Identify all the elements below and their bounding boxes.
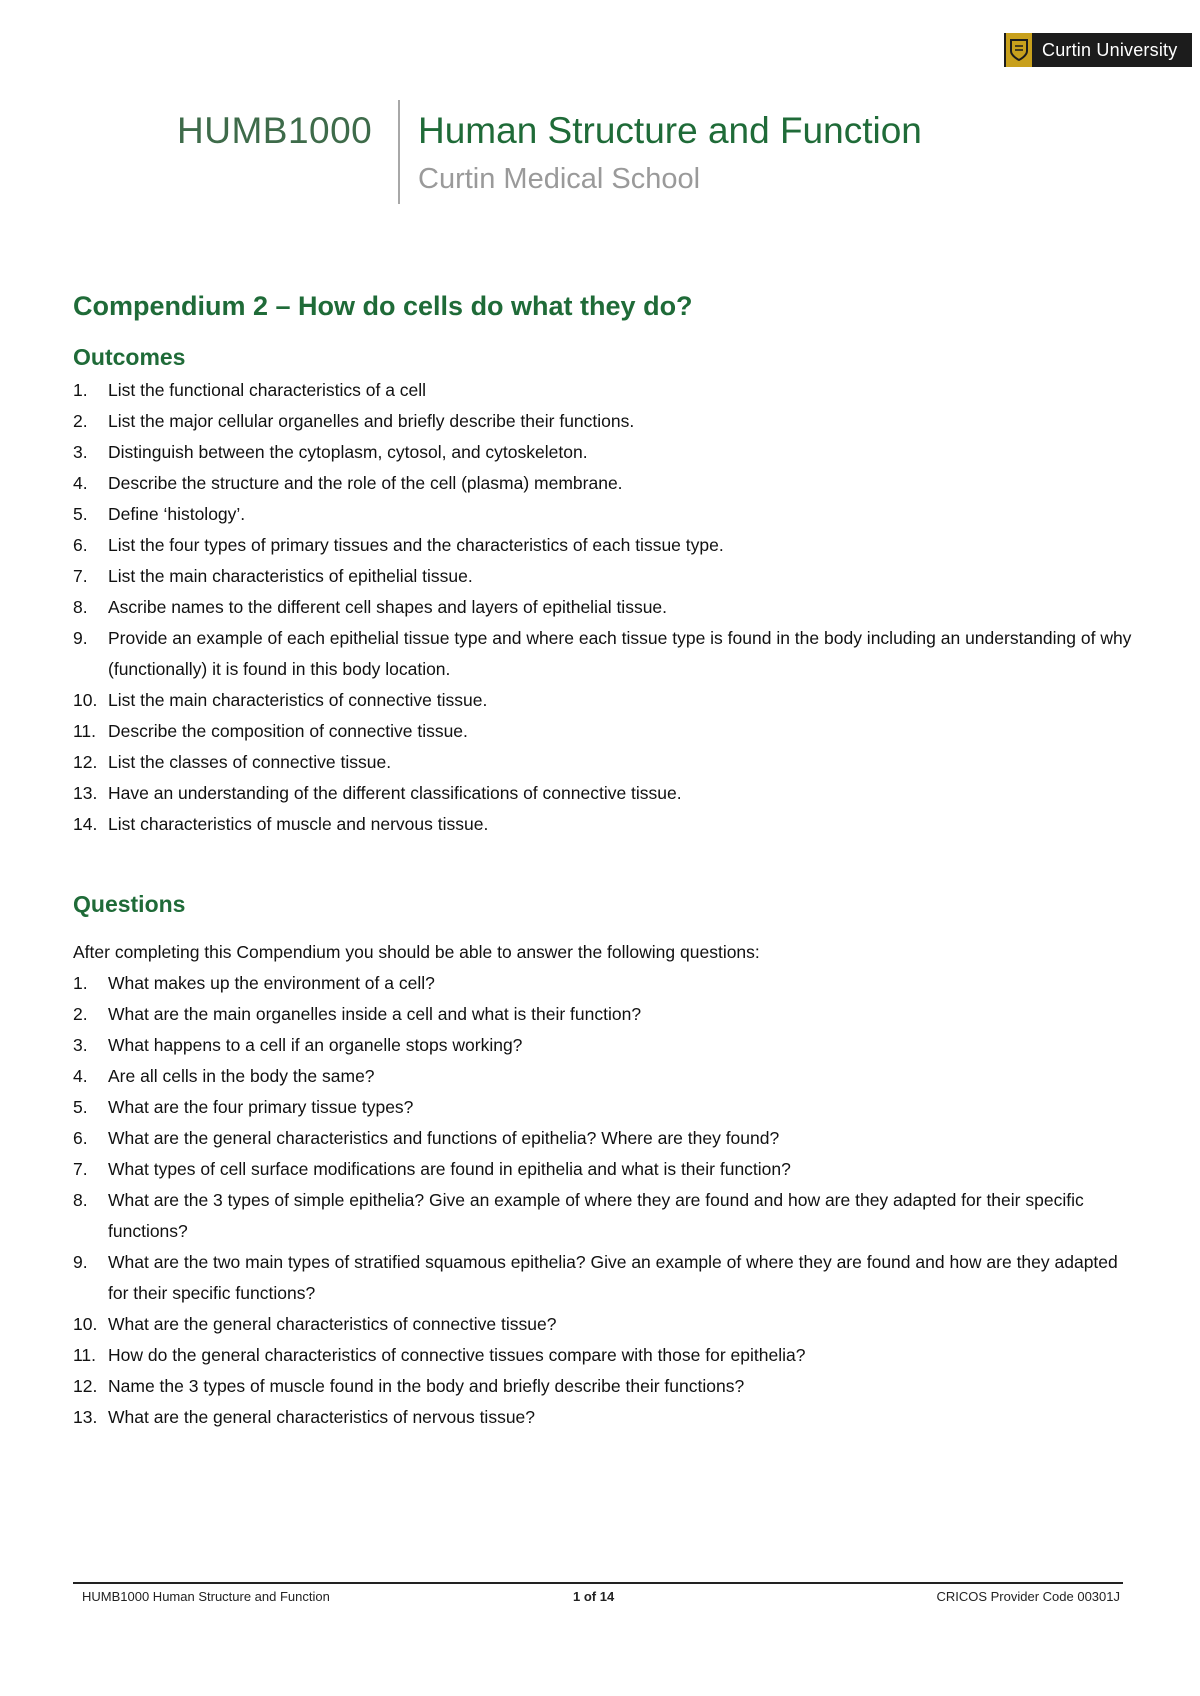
question-number: 11. — [73, 1345, 97, 1365]
question-text: What makes up the environment of a cell? — [108, 973, 435, 993]
outcome-item — [73, 468, 1133, 499]
question-text: Name the 3 types of muscle found in the body and briefly describe their functions? — [108, 1376, 745, 1396]
question-item — [73, 1154, 1133, 1185]
questions-list — [73, 968, 1133, 1433]
question-number: 7. — [73, 1159, 88, 1179]
question-text: What are the general characteristics of nervous tissue? — [108, 1407, 536, 1427]
question-text: What are the two main types of stratified squamous epithelia? Give an example of where they are found and how are they adapted for their specific functions? — [108, 1252, 1118, 1303]
question-text: What are the general characteristics and functions of epithelia? Where are they found? — [108, 1128, 780, 1148]
outcome-number: 9. — [73, 628, 88, 648]
question-text: What are the four primary tissue types? — [108, 1097, 414, 1117]
outcome-text: List the main characteristics of connective tissue. — [108, 690, 488, 710]
outcome-number: 2. — [73, 411, 88, 431]
curtin-university-logo — [1004, 33, 1192, 67]
outcome-text: List the functional characteristics of a cell — [108, 380, 427, 400]
outcome-number: 3. — [73, 442, 88, 462]
outcome-text: Describe the structure and the role of the cell (plasma) membrane. — [108, 473, 623, 493]
outcome-number: 6. — [73, 535, 88, 555]
question-text: What are the general characteristics of connective tissue? — [108, 1314, 557, 1334]
outcome-number: 10. — [73, 690, 98, 710]
outcome-number: 14. — [73, 814, 98, 834]
outcome-item — [73, 499, 1133, 530]
question-text: Are all cells in the body the same? — [108, 1066, 375, 1086]
outcome-number: 13. — [73, 783, 98, 803]
outcome-number: 12. — [73, 752, 98, 772]
outcome-item — [73, 778, 1133, 809]
outcome-text: List the classes of connective tissue. — [108, 752, 392, 772]
question-number: 9. — [73, 1252, 88, 1272]
document-body — [73, 284, 1133, 1433]
question-number: 2. — [73, 1004, 88, 1024]
questions-intro: After completing this Compendium you should be able to answer the following questions: — [73, 942, 760, 962]
questions-heading: Questions — [73, 891, 186, 917]
question-number: 6. — [73, 1128, 88, 1148]
question-text: What types of cell surface modifications are found in epithelia and what is their function? — [108, 1159, 791, 1179]
question-item — [73, 1123, 1133, 1154]
outcome-item — [73, 592, 1133, 623]
outcome-text: Distinguish between the cytoplasm, cytosol, and cytoskeleton. — [108, 442, 588, 462]
question-item — [73, 1402, 1133, 1433]
question-item — [73, 1185, 1133, 1247]
question-text: What happens to a cell if an organelle stops working? — [108, 1035, 523, 1055]
question-number: 4. — [73, 1066, 88, 1086]
document-title: Compendium 2 – How do cells do what they do? — [73, 291, 693, 321]
outcome-text: List the main characteristics of epithelial tissue. — [108, 566, 473, 586]
outcome-item — [73, 623, 1133, 685]
question-number: 8. — [73, 1190, 88, 1210]
outcome-item — [73, 747, 1133, 778]
outcome-text: Have an understanding of the different classifications of connective tissue. — [108, 783, 682, 803]
outcome-text: List the four types of primary tissues and the characteristics of each tissue type. — [108, 535, 724, 555]
outcome-text: List characteristics of muscle and nervous tissue. — [108, 814, 489, 834]
page-number: 1 of 14 — [573, 1589, 615, 1604]
outcome-item — [73, 406, 1133, 437]
question-item — [73, 968, 1133, 999]
outcome-text: List the major cellular organelles and briefly describe their functions. — [108, 411, 635, 431]
question-number: 5. — [73, 1097, 88, 1117]
question-item — [73, 1247, 1133, 1309]
question-number: 10. — [73, 1314, 98, 1334]
footer-cricos: CRICOS Provider Code 00301J — [936, 1589, 1120, 1604]
outcome-number: 11. — [73, 721, 97, 741]
question-item — [73, 1309, 1133, 1340]
question-number: 13. — [73, 1407, 98, 1427]
crest-icon — [1006, 33, 1032, 67]
outcome-text: Define ‘histology’. — [108, 504, 246, 524]
outcome-item — [73, 437, 1133, 468]
question-item — [73, 1371, 1133, 1402]
outcome-item — [73, 375, 1133, 406]
question-number: 1. — [73, 973, 88, 993]
outcome-item — [73, 530, 1133, 561]
header-divider — [398, 100, 400, 204]
outcome-number: 5. — [73, 504, 88, 524]
outcome-item — [73, 685, 1133, 716]
course-title: Human Structure and Function — [418, 110, 922, 151]
outcomes-list — [73, 375, 1133, 840]
question-item — [73, 999, 1133, 1030]
question-number: 3. — [73, 1035, 88, 1055]
question-item — [73, 1092, 1133, 1123]
outcome-item — [73, 561, 1133, 592]
outcome-item — [73, 716, 1133, 747]
outcome-text: Ascribe names to the different cell shapes and layers of epithelial tissue. — [108, 597, 668, 617]
outcomes-heading: Outcomes — [73, 344, 186, 370]
logo-text: Curtin University — [1042, 39, 1178, 60]
outcome-number: 7. — [73, 566, 88, 586]
question-item — [73, 1061, 1133, 1092]
question-item — [73, 1340, 1133, 1371]
question-text: How do the general characteristics of connective tissues compare with those for epithelia? — [108, 1345, 806, 1365]
footer-rule — [73, 1582, 1123, 1584]
outcome-number: 8. — [73, 597, 88, 617]
course-school: Curtin Medical School — [418, 163, 701, 195]
question-number: 12. — [73, 1376, 98, 1396]
outcome-number: 1. — [73, 380, 88, 400]
question-item — [73, 1030, 1133, 1061]
outcome-text: Describe the composition of connective tissue. — [108, 721, 468, 741]
question-text: What are the 3 types of simple epithelia? Give an example of where they are found and how are they adapted for their specific functions? — [108, 1190, 1084, 1241]
outcome-text: Provide an example of each epithelial tissue type and where each tissue type is found in the body including an understanding of why (functionally) it is found in this body location. — [108, 628, 1132, 679]
outcome-item — [73, 809, 1133, 840]
outcome-number: 4. — [73, 473, 88, 493]
question-text: What are the main organelles inside a cell and what is their function? — [108, 1004, 642, 1024]
footer-course: HUMB1000 Human Structure and Function — [82, 1589, 330, 1604]
course-code: HUMB1000 — [177, 110, 373, 151]
